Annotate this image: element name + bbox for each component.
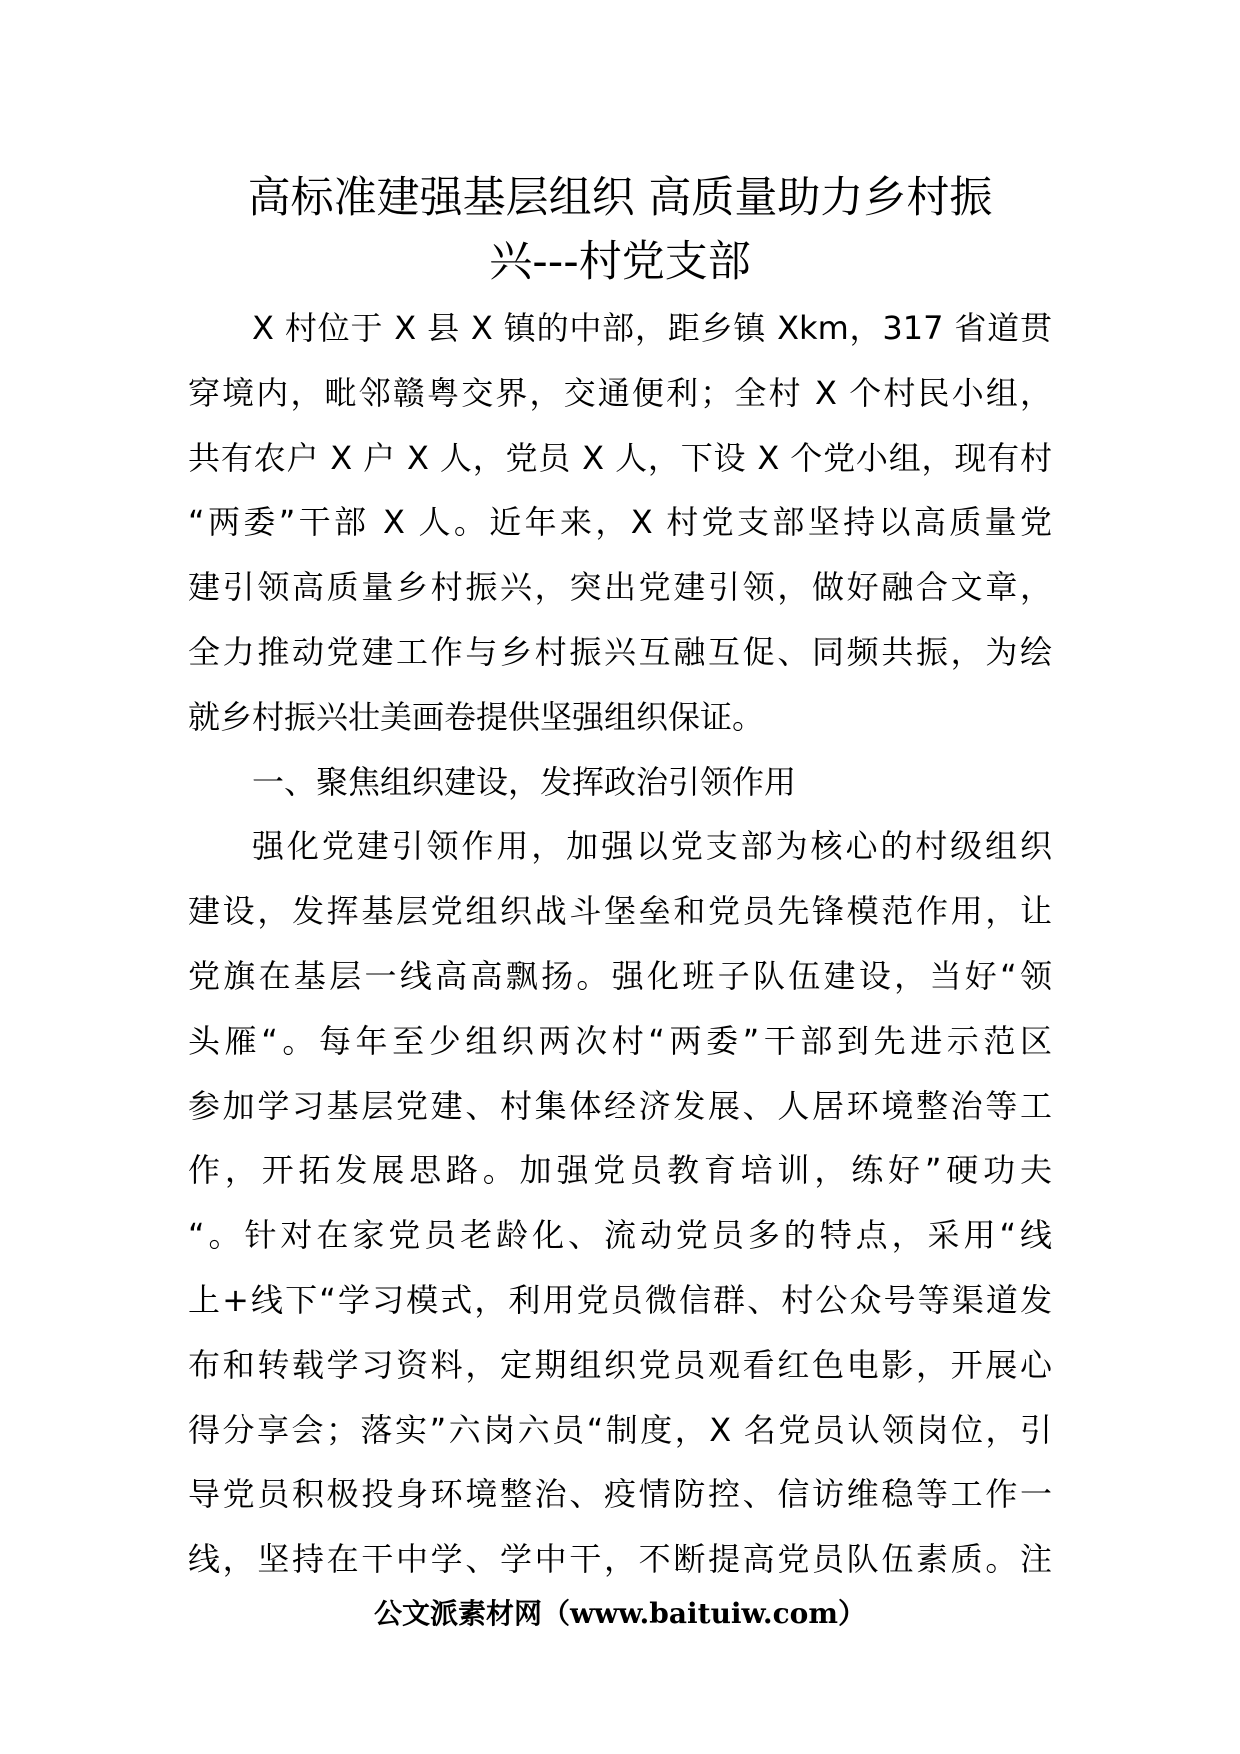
body-line: X 村位于 X 县 X 镇的中部，距乡镇 Xkm，317 省道贯 — [252, 309, 1052, 347]
body-line: “。针对在家党员老龄化、流动党员多的特点，采用“线 — [188, 1216, 1052, 1255]
body-line: 作，开拓发展思路。加强党员教育培训，练好”硬功夫 — [188, 1151, 1052, 1190]
body-line: 线，坚持在干中学、学中干，不断提高党员队伍素质。注 — [188, 1540, 1052, 1579]
document-body — [188, 296, 1052, 1592]
body-line: 建引领高质量乡村振兴，突出党建引领，做好融合文章， — [188, 568, 1052, 607]
document-title — [188, 166, 1052, 294]
footer-watermark: 公文派素材网（www.baituiw.com） — [374, 1597, 866, 1630]
body-line: 参加学习基层党建、村集体经济发展、人居环境整治等工 — [188, 1086, 1052, 1125]
body-line: 全力推动党建工作与乡村振兴互融互促、同频共振，为绘 — [188, 632, 1052, 671]
title-line-2: 兴---村党支部 — [489, 237, 751, 287]
body-line: 布和转载学习资料，定期组织党员观看红色电影，开展心 — [188, 1345, 1052, 1384]
body-line: “两委”干部 X 人。近年来，X 村党支部坚持以高质量党 — [188, 503, 1052, 542]
body-line: 党旗在基层一线高高飘扬。强化班子队伍建设，当好“领 — [188, 956, 1052, 995]
body-line: 头雁“。每年至少组织两次村“两委”干部到先进示范区 — [188, 1021, 1052, 1060]
body-line: 就乡村振兴壮美画卷提供坚强组织保证。 — [188, 697, 765, 736]
title-line-1: 高标准建强基层组织 高质量助力乡村振 — [247, 173, 993, 223]
body-line: 导党员积极投身环境整治、疫情防控、信访维稳等工作一 — [188, 1475, 1052, 1514]
body-line: 上+线下“学习模式，利用党员微信群、村公众号等渠道发 — [188, 1280, 1052, 1319]
section-heading: 一、聚焦组织建设，发挥政治引领作用 — [252, 762, 797, 801]
body-line: 穿境内，毗邻赣粤交界，交通便利；全村 X 个村民小组， — [188, 373, 1052, 412]
body-line: 强化党建引领作用，加强以党支部为核心的村级组织 — [252, 827, 1052, 866]
body-line: 建设，发挥基层党组织战斗堡垒和党员先锋模范作用，让 — [188, 892, 1052, 931]
body-line: 共有农户 X 户 X 人，党员 X 人，下设 X 个党小组，现有村 — [188, 438, 1052, 477]
body-line: 得分享会；落实”六岗六员“制度，X 名党员认领岗位，引 — [188, 1410, 1052, 1449]
